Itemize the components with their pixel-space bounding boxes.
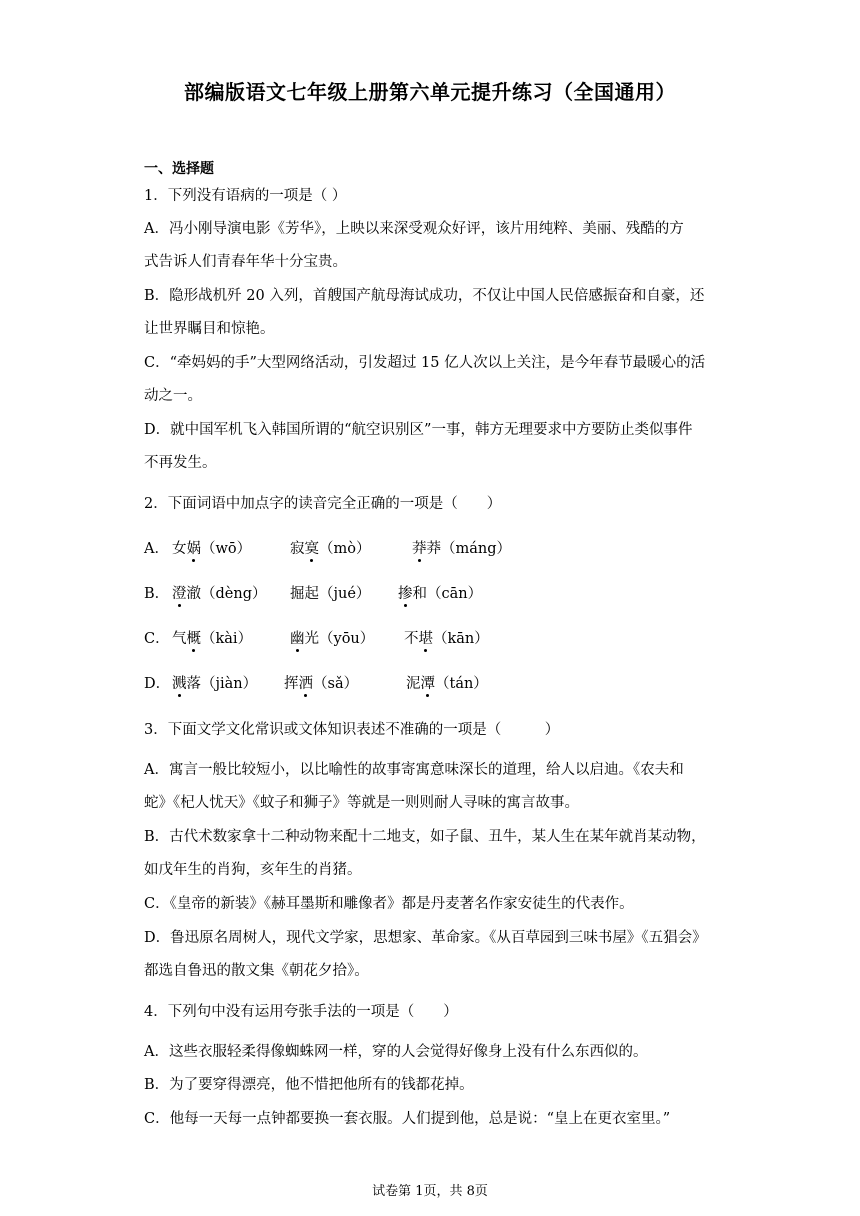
dotted-char: 澄 xyxy=(172,582,187,603)
dotted-char: 寞 xyxy=(305,537,320,558)
dotted-char: 概 xyxy=(187,627,202,648)
option-label: B． xyxy=(144,586,170,602)
word-3: 泥潭（tán） xyxy=(406,672,488,693)
section-heading: 一、选择题 xyxy=(144,161,214,177)
page-title: 部编版语文七年级上册第六单元提升练习（全国通用） xyxy=(184,80,676,104)
question-2-stem: 2．下面词语中加点字的读音完全正确的一项是（ ） xyxy=(144,496,502,512)
word-1: 气概（kài） xyxy=(172,627,252,648)
question-1-option-c: C．“牵妈妈的手”大型网络活动，引发超过 15 亿人次以上关注，是今年春节最暖心的活 xyxy=(144,355,706,371)
question-4-option-a: A．这些衣服轻柔得像蜘蛛网一样，穿的人会觉得好像身上没有什么东西似的。 xyxy=(144,1044,648,1060)
word-2: 挥洒（sǎ） xyxy=(284,672,358,693)
dotted-char: 掺 xyxy=(398,582,413,603)
word-3: 莽莽（máng） xyxy=(412,537,511,558)
question-4-stem: 4．下列句中没有运用夸张手法的一项是（ ） xyxy=(144,1004,458,1020)
question-3-option-b: B．古代术数家拿十二种动物来配十二地支，如子鼠、丑牛，某人生在某年就肖某动物， xyxy=(144,829,706,845)
word-1: 溅落（jiàn） xyxy=(172,672,257,693)
word-2: 寂寞（mò） xyxy=(290,537,370,558)
question-1-option-d: D．就中国军机飞入韩国所谓的“航空识别区”一事，韩方无理要求中方要防止类似事件 xyxy=(144,422,693,438)
question-3-option-a-cont: 蛇》《杞人忧天》《蚊子和狮子》等就是一则则耐人寻味的寓言故事。 xyxy=(144,795,579,811)
dotted-char: 娲 xyxy=(187,537,202,558)
question-1-option-c-cont: 动之一。 xyxy=(144,388,202,404)
question-4-option-b: B．为了要穿得漂亮，他不惜把他所有的钱都花掉。 xyxy=(144,1077,474,1093)
option-label: A． xyxy=(144,541,169,557)
word-1: 澄澈（dèng） xyxy=(172,582,266,603)
page-footer: 试卷第 1页，共 8页 xyxy=(372,1184,488,1199)
dotted-char: 幽 xyxy=(290,627,305,648)
word-3: 不堪（kān） xyxy=(404,627,489,648)
word-2: 幽光（yōu） xyxy=(290,627,374,648)
question-3-option-b-cont: 如戊年生的肖狗，亥年生的肖猪。 xyxy=(144,862,362,878)
option-label: C． xyxy=(144,631,170,647)
dotted-char: 潭 xyxy=(421,672,436,693)
question-3-option-a: A．寓言一般比较短小，以比喻性的故事寄寓意味深长的道理，给人以启迪。《农夫和 xyxy=(144,762,684,778)
question-1-option-b: B．隐形战机歼 20 入列，首艘国产航母海试成功，不仅让中国人民倍感振奋和自豪，还 xyxy=(144,288,705,304)
question-1-option-b-cont: 让世界瞩目和惊艳。 xyxy=(144,321,275,337)
question-3-option-d: D．鲁迅原名周树人，现代文学家，思想家、革命家。《从百草园到三味书屋》《五猖会》 xyxy=(144,930,707,946)
question-4-option-c: C．他每一天每一点钟都要换一套衣服。人们提到他，总是说：“皇上在更衣室里。” xyxy=(144,1111,671,1127)
word-3: 掺和（cān） xyxy=(398,582,482,603)
question-1-option-a: A．冯小刚导演电影《芳华》，上映以来深受观众好评，该片用纯粹、美丽、残酷的方 xyxy=(144,221,684,237)
question-1-option-a-cont: 式告诉人们青春年华十分宝贵。 xyxy=(144,254,347,270)
dotted-char: 莽 xyxy=(412,537,427,558)
question-1-stem: 1．下列没有语病的一项是（ ） xyxy=(144,188,347,204)
dotted-char: 溅 xyxy=(172,672,187,693)
option-label: D． xyxy=(144,676,171,692)
question-3-option-d-cont: 都选自鲁迅的散文集《朝花夕拾》。 xyxy=(144,963,369,979)
dotted-char: 洒 xyxy=(299,672,314,693)
question-3-option-c: C．《皇帝的新装》《赫耳墨斯和雕像者》都是丹麦著名作家安徒生的代表作。 xyxy=(144,896,634,912)
word-2: 掘起（jué） xyxy=(290,586,371,602)
question-1-option-d-cont: 不再发生。 xyxy=(144,455,217,471)
word-1: 女娲（wō） xyxy=(172,537,251,558)
dotted-char: 堪 xyxy=(419,627,434,648)
question-3-stem: 3．下面文学文化常识或文体知识表述不准确的一项是（ ） xyxy=(144,722,560,738)
